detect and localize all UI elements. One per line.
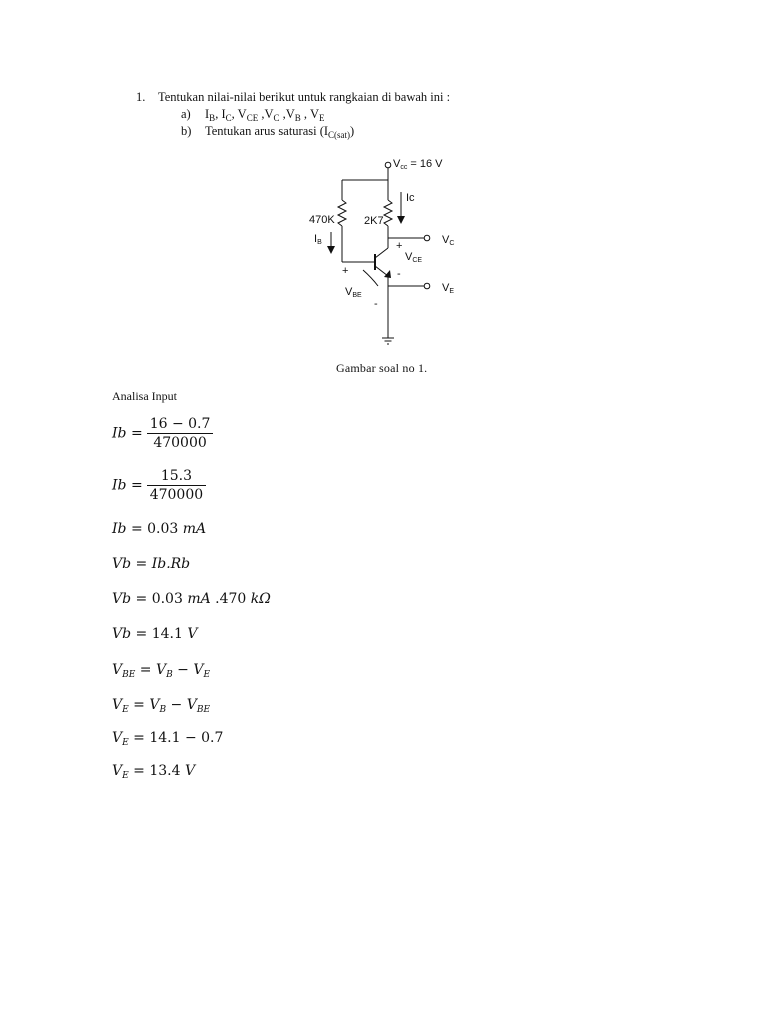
rc-resistor [384, 200, 392, 226]
equation-ib-fraction-2: Ib = $\frac{15.3}{470000}$ [112, 468, 206, 503]
equation-vb-formula: Vb = Ib.Rb [112, 556, 191, 572]
rc-label: 2K7 [364, 215, 384, 227]
ic-label: Ic [406, 192, 415, 204]
equation-ib-value: Ib = 0.03 mA [112, 521, 207, 537]
figure-caption: Gambar soal no 1. [336, 361, 428, 375]
vce-plus: + [396, 240, 403, 252]
item-b-marker: b) [181, 124, 192, 138]
vce-minus: - [397, 268, 401, 280]
vc-label: VC [442, 234, 455, 247]
rb-resistor [338, 200, 346, 226]
vce-label: VCE [405, 251, 423, 264]
item-b-text: Tentukan arus saturasi $(I_{C(sat)})$ [205, 124, 355, 140]
circuit-diagram [300, 150, 480, 350]
item-a-marker: a) [181, 107, 191, 121]
vbe-minus: - [374, 298, 378, 310]
equation-ve-substitution: $V_E = 14.1 - 0.7$ [112, 730, 224, 748]
rb-label: 470K [309, 214, 335, 226]
vcc-terminal [385, 162, 391, 168]
ve-terminal [424, 283, 430, 289]
ib-label: IB [314, 233, 322, 246]
equation-ib-fraction-1: Ib = $\frac{16 - 0.7}{470000}$ [112, 416, 213, 451]
equation-vb-value: Vb = 14.1 V [112, 626, 198, 642]
vc-terminal [424, 235, 430, 241]
vcc-label: Vcc = 16 V [393, 158, 443, 171]
equation-vbe: $V_{BE} = V_B - V_E$ [112, 662, 211, 680]
item-a-text: $I_B$, $I_C$, $V_{CE}$ $,V_C$ $,V_B$ , $V_E$ [205, 107, 325, 123]
equation-ve-formula: $V_E = V_B - V_{BE}$ [112, 697, 211, 715]
vbe-label: VBE [345, 286, 362, 299]
vbe-plus: + [342, 265, 349, 277]
equation-ve-value: $V_E = 13.4$ V [112, 763, 196, 781]
ve-label: VE [442, 282, 455, 295]
equation-vb-substitution: Vb = 0.03 mA .470 kΩ [112, 591, 271, 607]
question-number: 1. [136, 90, 146, 104]
section-title: Analisa Input [112, 389, 177, 403]
question-text: Tentukan nilai-nilai berikut untuk rangkaian di bawah ini : [158, 90, 451, 104]
